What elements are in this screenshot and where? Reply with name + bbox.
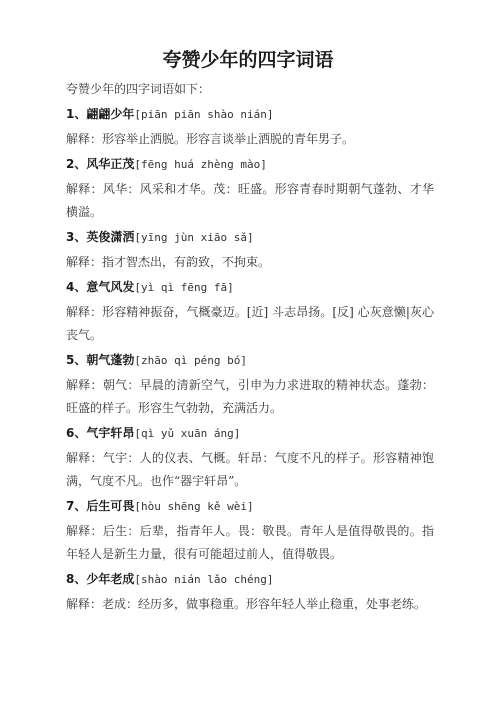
list-item bbox=[66, 570, 434, 616]
entry-pinyin: [zhāo qì péng bó] bbox=[134, 354, 247, 367]
document-intro: 夸赞少年的四字词语如下： bbox=[66, 82, 211, 96]
entry-heading bbox=[66, 570, 434, 589]
entry-pinyin: [fēng huá zhèng mào] bbox=[134, 158, 267, 171]
list-item bbox=[66, 278, 434, 347]
entry-number: 2、 bbox=[66, 157, 87, 171]
entry-word: 气宇轩昂 bbox=[86, 426, 135, 440]
list-item bbox=[66, 497, 434, 566]
entry-heading bbox=[66, 424, 434, 443]
entry-definition: 解释：后生：后辈，指青年人。畏：敬畏。青年人是值得敬畏的。指年轻人是新生力量，很有可能超过前人，值得敬畏。 bbox=[66, 524, 434, 561]
list-item bbox=[66, 155, 434, 224]
list-item bbox=[66, 228, 434, 274]
entry-word: 朝气蓬勃 bbox=[86, 353, 135, 367]
entry-pinyin: [hòu shēng kě wèi] bbox=[134, 500, 254, 513]
entry-number: 4、 bbox=[66, 280, 87, 294]
entry-heading bbox=[66, 105, 434, 124]
entry-definition: 解释：形容精神振奋，气概豪迈。[近] 斗志昂扬。[反] 心灰意懒|灰心丧气。 bbox=[66, 305, 434, 342]
entry-word: 意气风发 bbox=[86, 280, 135, 294]
entry-pinyin: [shào nián lǎo chéng] bbox=[134, 573, 274, 586]
entry-word: 后生可畏 bbox=[86, 499, 135, 513]
list-item bbox=[66, 351, 434, 420]
entry-definition: 解释：气宇：人的仪表、气概。轩昂：气度不凡的样子。形容精神饱满，气度不凡。也作“器宇轩昂”。 bbox=[66, 451, 434, 488]
entry-list bbox=[66, 103, 434, 620]
entry-number: 3、 bbox=[66, 230, 87, 244]
entry-number: 6、 bbox=[66, 426, 87, 440]
list-item bbox=[66, 105, 434, 151]
entry-word: 少年老成 bbox=[86, 572, 135, 586]
entry-definition: 解释：风华：风采和才华。茂：旺盛。形容青春时期朝气蓬勃、才华横溢。 bbox=[66, 182, 434, 219]
entry-definition: 解释：老成：经历多，做事稳重。形容年轻人举止稳重，处事老练。 bbox=[66, 597, 427, 611]
list-item bbox=[66, 424, 434, 493]
entry-heading bbox=[66, 351, 434, 370]
entry-heading bbox=[66, 155, 434, 174]
entry-pinyin: [piān piān shào nián] bbox=[134, 108, 274, 121]
entry-number: 7、 bbox=[66, 499, 87, 513]
entry-definition: 解释：指才智杰出，有韵致，不拘束。 bbox=[66, 255, 271, 269]
entry-definition: 解释：形容举止洒脱。形容言谈举止洒脱的青年男子。 bbox=[66, 132, 355, 146]
entry-pinyin: [yīng jùn xiāo sǎ] bbox=[134, 231, 254, 244]
entry-word: 翩翩少年 bbox=[86, 107, 135, 121]
entry-heading bbox=[66, 278, 434, 297]
entry-number: 8、 bbox=[66, 572, 87, 586]
entry-word: 英俊潇洒 bbox=[86, 230, 135, 244]
entry-word: 风华正茂 bbox=[86, 157, 135, 171]
entry-pinyin: [yì qì fēng fā] bbox=[134, 281, 234, 294]
entry-definition: 解释：朝气：早晨的清新空气，引申为力求进取的精神状态。蓬勃：旺盛的样子。形容生气勃勃，充满活力。 bbox=[66, 378, 434, 415]
entry-number: 1、 bbox=[66, 107, 87, 121]
entry-heading bbox=[66, 497, 434, 516]
entry-heading bbox=[66, 228, 434, 247]
document-title: 夸赞少年的四字词语 bbox=[162, 49, 334, 71]
entry-number: 5、 bbox=[66, 353, 87, 367]
entry-pinyin: [qì yǔ xuān áng] bbox=[134, 427, 241, 440]
